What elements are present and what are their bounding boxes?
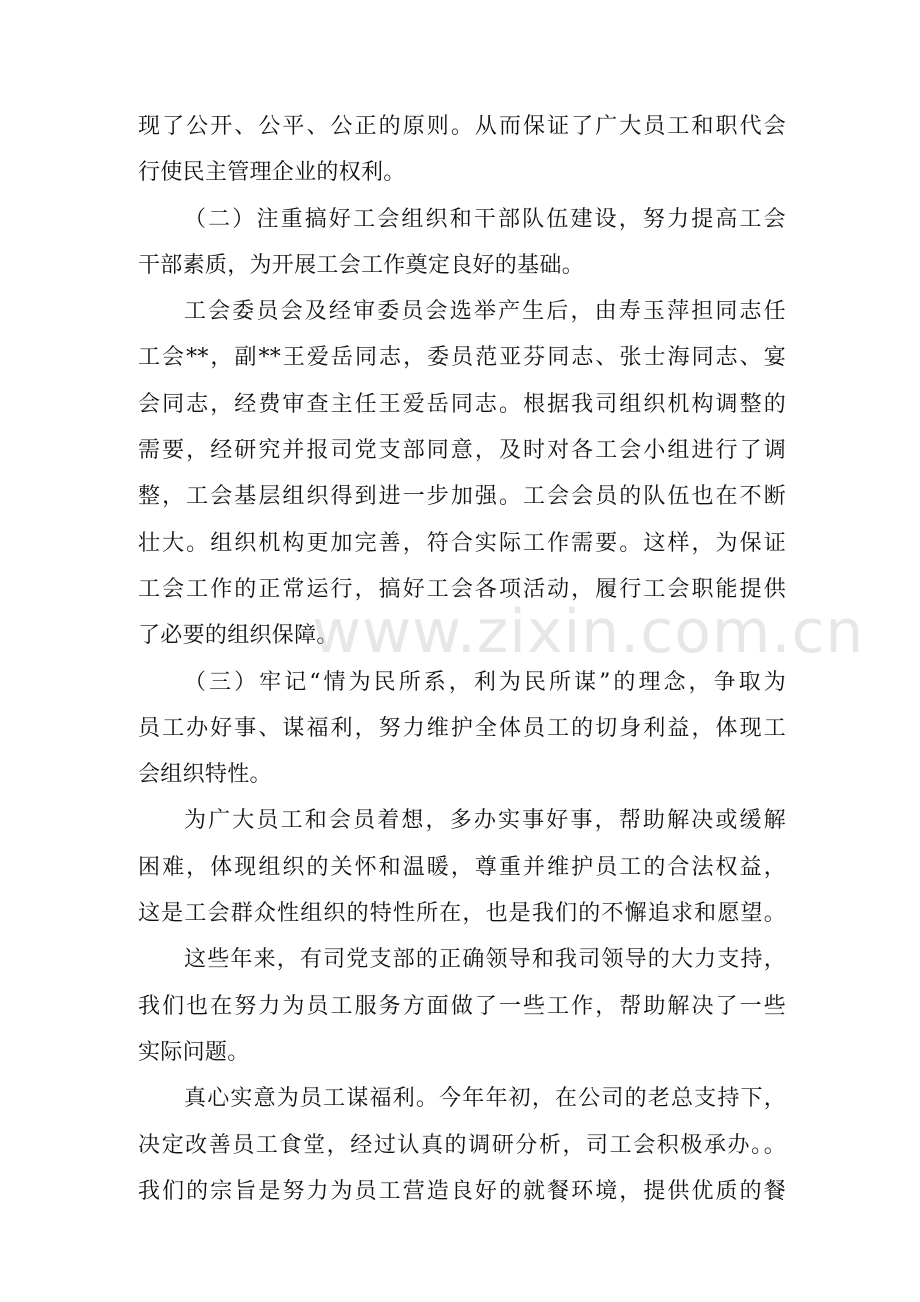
section-heading-line: （三）牢记“情为民所系，利为民所谋”的理念，争取为 bbox=[184, 669, 786, 695]
text-line: 实际问题。 bbox=[138, 1039, 250, 1065]
text-line: 会同志，经费审查主任王爱岳同志。根据我司组织机构调整的 bbox=[138, 391, 786, 417]
text-line: 真心实意为员工谋福利。今年年初，在公司的老总支持下， bbox=[184, 1086, 786, 1112]
text-line: 工会工作的正常运行，搞好工会各项活动，履行工会职能提供 bbox=[138, 576, 786, 602]
document-body bbox=[138, 104, 865, 1215]
text-line: 这是工会群众性组织的特性所在，也是我们的不懈追求和愿望。 bbox=[138, 901, 786, 927]
text-line: 我们也在努力为员工服务方面做了一些工作，帮助解决了一些 bbox=[138, 993, 786, 1019]
text-line: 我们的宗旨是努力为员工营造良好的就餐环境，提供优质的餐 bbox=[138, 1178, 786, 1204]
section-heading-line: 干部素质，为开展工会工作奠定良好的基础。 bbox=[138, 252, 585, 278]
text-line: 了必要的组织保障。 bbox=[138, 623, 339, 649]
watermark: www.zixin.com.cn bbox=[312, 597, 865, 667]
text-line: 这些年来，有司党支部的正确领导和我司领导的大力支持， bbox=[184, 947, 786, 973]
text-line: 需要，经研究并报司党支部同意，及时对各工会小组进行了调 bbox=[138, 438, 786, 464]
section-heading-line: （二）注重搞好工会组织和干部队伍建设，努力提高工会 bbox=[184, 206, 786, 232]
text-line: 现了公开、公平、公正的原则。从而保证了广大员工和职代会 bbox=[138, 114, 786, 139]
text-line: 工会**，副**王爱岳同志，委员范亚芬同志、张士海同志、宴 bbox=[138, 345, 786, 371]
text-line: 困难，体现组织的关怀和温暖，尊重并维护员工的合法权益， bbox=[138, 854, 786, 880]
text-line: 为广大员工和会员着想，多办实事好事，帮助解决或缓解 bbox=[184, 808, 786, 834]
text-line: 工会委员会及经审委员会选举产生后，由寿玉萍担同志任 bbox=[184, 299, 786, 325]
text-line: 壮大。组织机构更加完善，符合实际工作需要。这样，为保证 bbox=[138, 530, 786, 556]
section-heading-line: 员工办好事、谋福利，努力维护全体员工的切身利益，体现工 bbox=[138, 715, 786, 741]
text-line: 决定改善员工食堂，经过认真的调研分析，司工会积极承办。。 bbox=[138, 1132, 786, 1158]
text-line: 行使民主管理企业的权利。 bbox=[138, 160, 406, 186]
section-heading-line: 会组织特性。 bbox=[138, 762, 272, 788]
text-line: 整，工会基层组织得到进一步加强。工会会员的队伍也在不断 bbox=[138, 484, 786, 510]
